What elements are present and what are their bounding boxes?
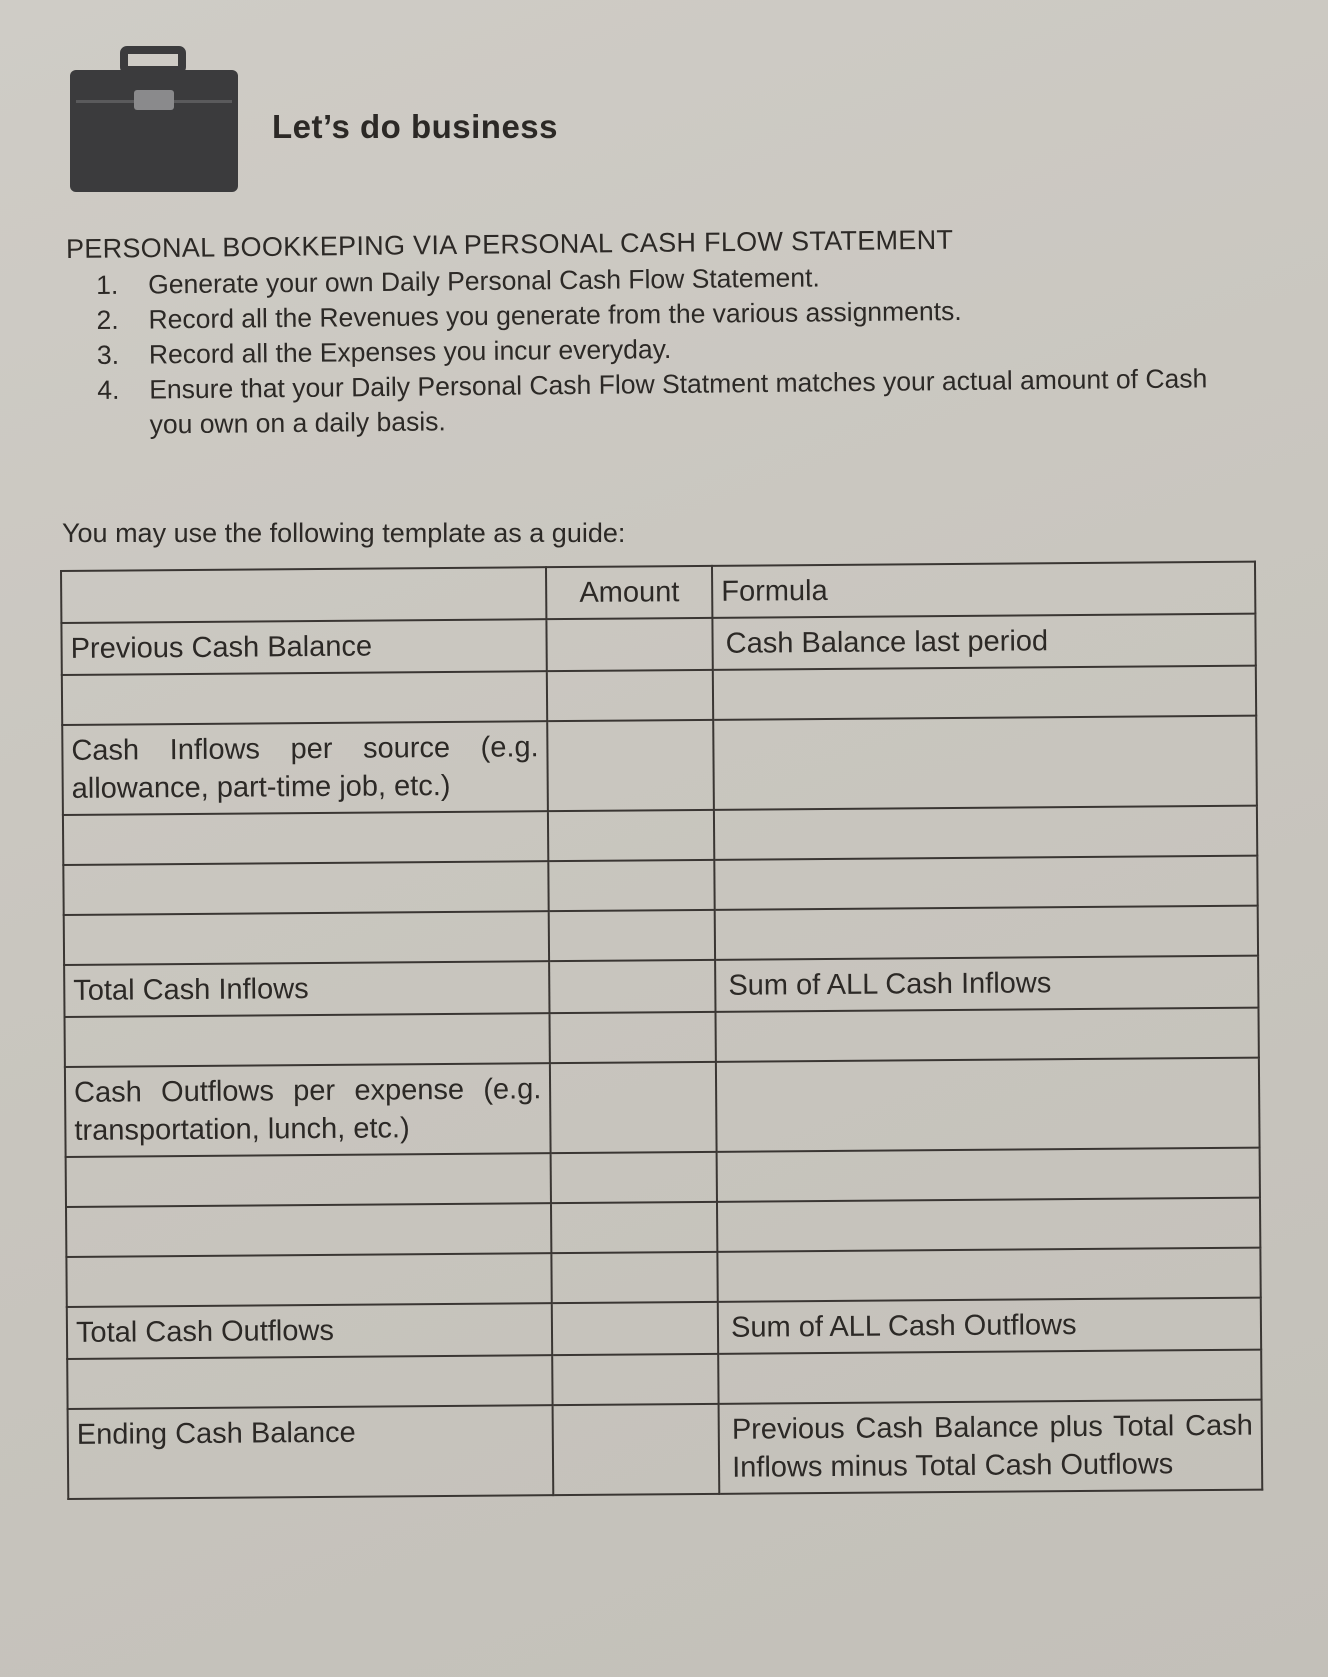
row-formula	[717, 1148, 1260, 1202]
instruction-number: 3.	[96, 339, 120, 370]
row-item	[63, 861, 549, 915]
row-amount	[553, 1404, 720, 1495]
row-item: Previous Cash Balance	[61, 619, 547, 675]
row-item	[66, 1253, 552, 1307]
row-item: Cash Inflows per source (e.g. allowance, part-time job, etc.)	[62, 721, 548, 815]
header-item	[61, 567, 547, 623]
row-amount	[550, 1012, 716, 1063]
row-formula	[713, 666, 1256, 720]
row-formula	[716, 1058, 1260, 1152]
briefcase-icon	[66, 46, 242, 196]
row-amount	[549, 910, 715, 961]
row-amount	[551, 1152, 717, 1203]
page-heading: Let’s do business	[272, 108, 559, 145]
row-amount	[549, 960, 715, 1013]
instruction-item	[97, 361, 1208, 443]
row-formula: Sum of ALL Cash Inflows	[715, 956, 1258, 1012]
row-formula: Previous Cash Balance plus Total Cash Inflows minus Total Cash Outflows	[719, 1400, 1263, 1494]
table-row	[64, 956, 1258, 1017]
row-formula	[718, 1350, 1261, 1404]
row-item	[63, 811, 549, 865]
row-item	[64, 911, 550, 965]
row-formula	[715, 906, 1258, 960]
row-formula	[714, 806, 1257, 860]
row-amount	[552, 1354, 718, 1405]
row-item: Total Cash Inflows	[64, 961, 550, 1017]
row-amount	[550, 1062, 717, 1153]
instruction-list	[96, 256, 1208, 443]
row-amount	[551, 1202, 717, 1253]
row-item: Cash Outflows per expense (e.g. transportation, lunch, etc.)	[65, 1063, 551, 1157]
row-item	[62, 671, 548, 725]
instruction-text: Record all the Revenues you generate from the various assignments.	[148, 295, 962, 335]
row-amount	[552, 1302, 718, 1355]
header-amount: Amount	[546, 566, 712, 619]
instruction-text: Ensure that your Daily Personal Cash Flow Statment matches your actual amount of Cash you own on a daily basis.	[149, 363, 1208, 440]
table-header-row	[61, 562, 1255, 623]
row-amount	[547, 720, 714, 811]
row-item	[65, 1013, 551, 1067]
header-formula: Formula	[712, 562, 1255, 618]
row-item: Total Cash Outflows	[67, 1303, 553, 1359]
table-row	[61, 614, 1255, 675]
row-formula	[716, 1008, 1259, 1062]
row-formula	[717, 1248, 1260, 1302]
row-amount	[549, 860, 715, 911]
guide-text: You may use the following template as a guide:	[62, 518, 626, 548]
row-amount	[552, 1252, 718, 1303]
row-formula	[714, 856, 1257, 910]
instruction-number: 2.	[96, 304, 119, 335]
instruction-text: Generate your own Daily Personal Cash Flow Statement.	[148, 262, 820, 300]
instruction-number: 1.	[96, 269, 119, 300]
row-item	[66, 1153, 552, 1207]
table-row	[67, 1298, 1261, 1359]
row-item	[66, 1203, 552, 1257]
row-formula	[713, 716, 1257, 810]
row-formula	[717, 1198, 1260, 1252]
row-amount	[547, 670, 713, 721]
row-formula: Sum of ALL Cash Outflows	[718, 1298, 1261, 1354]
instruction-text: Record all the Expenses you incur everyday.	[148, 333, 672, 370]
table-row	[65, 1058, 1260, 1157]
row-amount	[547, 618, 713, 671]
table-row	[62, 716, 1257, 815]
row-formula: Cash Balance last period	[712, 614, 1255, 670]
instruction-number: 4.	[97, 374, 120, 405]
cash-flow-template-table	[60, 561, 1263, 1500]
row-item	[67, 1355, 553, 1409]
row-item: Ending Cash Balance	[68, 1405, 554, 1499]
table-row	[68, 1400, 1263, 1499]
section-title: PERSONAL BOOKKEPING VIA PERSONAL CASH FLOW STATEMENT	[65, 224, 954, 264]
row-amount	[548, 810, 714, 861]
